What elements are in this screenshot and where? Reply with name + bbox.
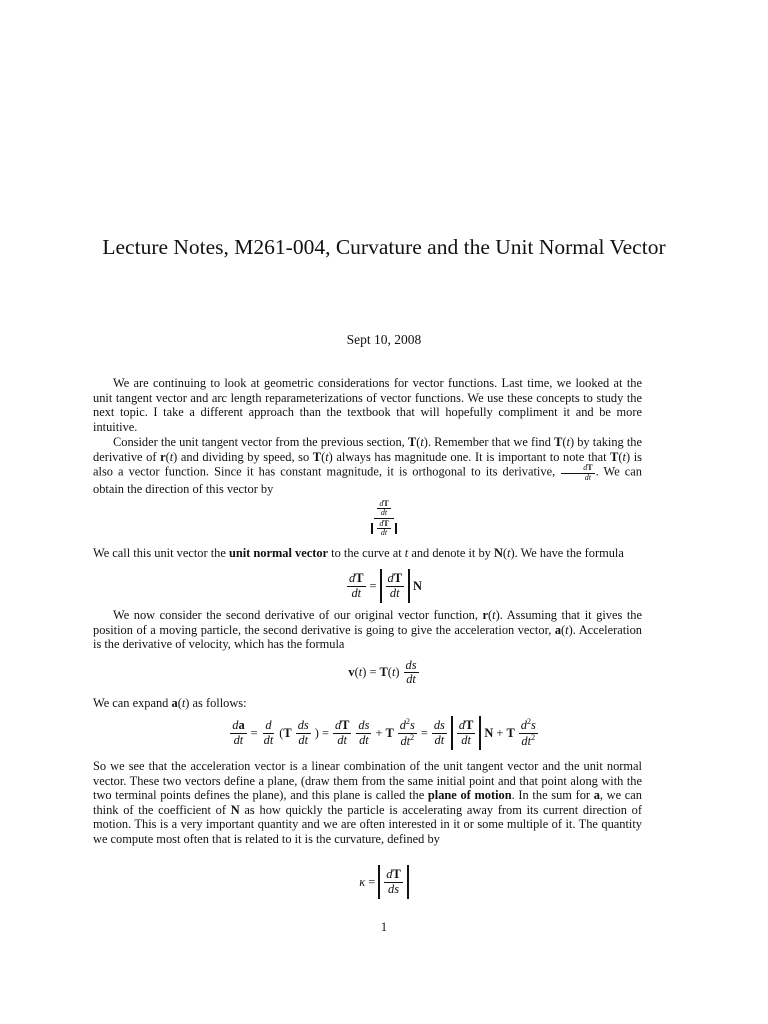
paragraph-plane-of-motion: So we see that the acceleration vector is a linear combination of the unit tangent vector and the unit normal vector. These two vectors define a plane, (draw them from the same initial point and that point along with the two terminal points defines the plane), and this plane is called the plane of motion. In the sum for a, we can think of the coefficient of N as how quickly the particle is accelerating away from its current direction of motion. This is a very important quantity and we are often interested in it or some multiple of it. The quantity we compute most often that is related to it is the curvature, defined by: [93, 759, 643, 846]
equation-acceleration-expansion: $\frac{da}{dt}$ = $\frac{d}{dt}$ (T $\frac{ds}{dt}$ ) = $\frac{dT}{dt}$ $\frac{ds}{dt}$ + T $\frac{d^2s}{dt^2}$ = $\frac{ds}{dt}$ $\frac{dT}{dt}$ N + T $\frac{d^2s}{dt^2}$: [0, 716, 768, 750]
paragraph-unit-normal: We call this unit vector the unit normal vector to the curve at t and denote it by N(t). We have the formula: [93, 546, 624, 560]
page-number: 1: [380, 920, 388, 934]
paragraph-expand-a: We can expand a(t) as follows:: [93, 696, 247, 710]
document-date: Sept 10, 2008: [346, 332, 422, 347]
equation-velocity: v(t) = T(t) $\frac{ds}{dt}$: [348, 658, 417, 687]
equation-curvature: κ = $\frac{dT}{ds}$: [0, 865, 768, 899]
equation-dT-dt: $\frac{dT}{dt}$ = $\frac{dT}{dt}$ N: [0, 569, 768, 603]
paragraph-second-derivative: We now consider the second derivative of our original vector function, r(t). Assuming that it gives the position of a moving particle, the second derivative is going to give the acceleration vector, a(t). Acceleration is the derivative of velocity, which has the formula: [93, 608, 642, 652]
equation-normal-direction: $\frac{\frac{dT}{dt}}{\frac{dT}{dt}}$: [0, 500, 768, 534]
paragraph-unit-tangent: Consider the unit tangent vector from the previous section, T(t). Remember that we find T(t) by taking the derivative of r(t) and dividing by speed, so T(t) always has magnitude one. It is important to note that T(t) is also a vector function. Since it has constant magnitude, it is orthogonal to its derivative, $\frac{dT}{dt}$ . We can obtain the direction of this vector by: [93, 435, 643, 496]
document-title: Lecture Notes, M261-004, Curvature and the Unit Normal Vector: [102, 235, 666, 259]
paragraph-intro: We are continuing to look at geometric considerations for vector functions. Last time, we looked at the unit tangent vector and arc length reparameterizations of vector functions. We use these concepts to study the next topic. I take a different approach than the textbook that will hopefully compliment it and be more intuitive.: [93, 376, 642, 434]
